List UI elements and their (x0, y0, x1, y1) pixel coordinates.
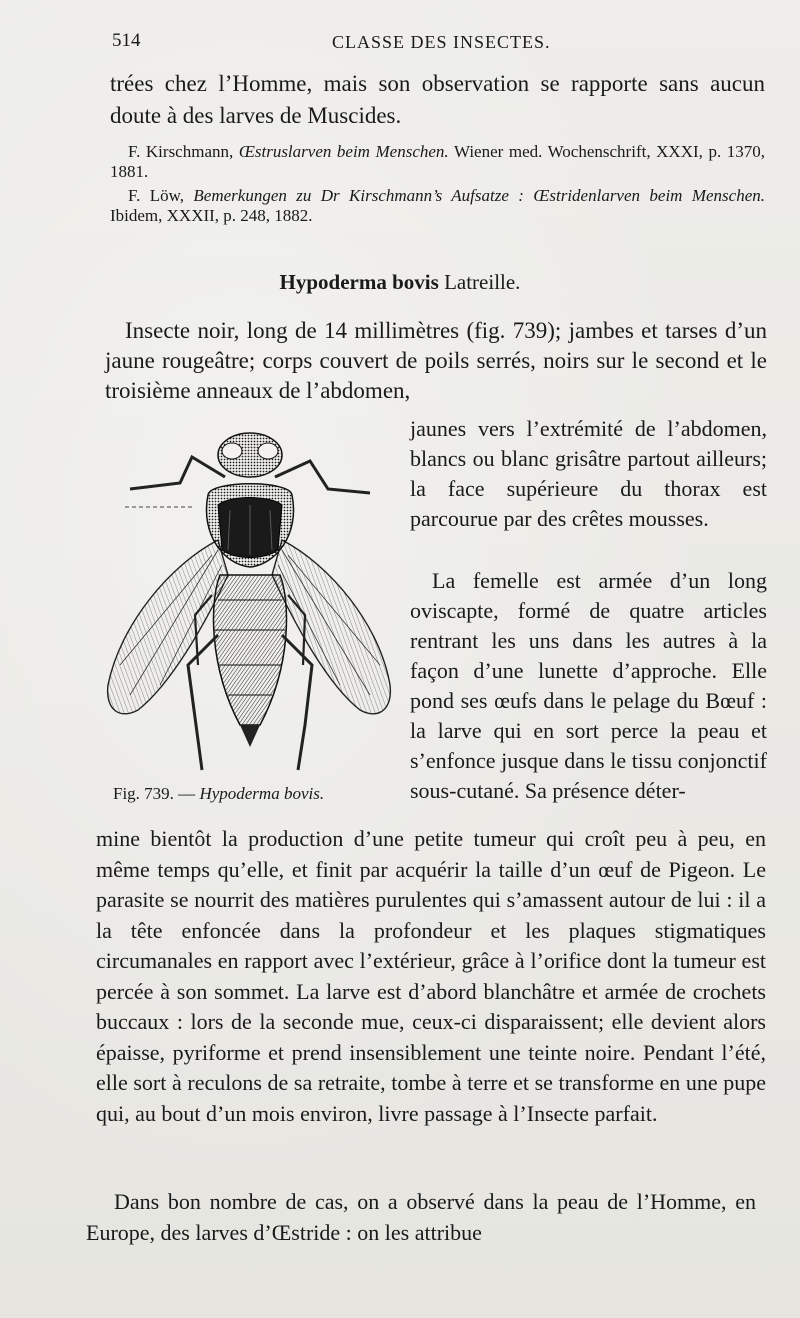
figure-caption (113, 784, 324, 804)
wrapped-text-1: jaunes vers l’extrémité de l’abdomen, blancs ou blanc grisâtre partout ailleurs; la face supérieure du thorax est parcourue par des crêtes mousses. (410, 416, 767, 531)
reference-author: F. Kirschmann, (128, 142, 234, 161)
wrapped-text-2: La femelle est armée d’un long oviscapte, formé de quatre articles rentrant les uns dans les autres à la façon d’une lunette d’approche. Elle pond ses œufs dans le pelage du Bœuf : la larve qui en sort perce la peau et s’enfonce jusque dans le tissu conjonctif sous-cutané. Sa présence déter- (410, 568, 767, 803)
fly-illustration (100, 425, 400, 780)
running-title: CLASSE DES INSECTES. (332, 32, 551, 52)
caption-label: Fig. 739. — (113, 784, 196, 803)
intro-text: Insecte noir, long de 14 millimètres (fig. 739); jambes et tarses d’un jaune rougeâtre; corps couvert de poils serrés, noirs sur le second et le troisième anneaux de l’abdomen, (105, 318, 767, 403)
paragraph-top: trées chez l’Homme, mais son observation se rapporte sans aucun doute à des larves de Muscides. (110, 71, 765, 128)
page-number: 514 (112, 30, 141, 51)
page-header (112, 30, 760, 60)
reference-kirschmann (110, 142, 765, 182)
species-author: Latreille. (444, 270, 521, 294)
reference-details: Wiener med. Wochenschrift, XXXI, p. 1370, 1881. (110, 142, 765, 181)
paragraph-intro (105, 316, 767, 406)
figure-hypoderma-bovis (100, 425, 400, 780)
reference-details: Ibidem, XXXII, p. 248, 1882. (110, 206, 313, 225)
reference-title: Œstruslarven beim Menschen. (238, 142, 449, 161)
section-heading (0, 270, 800, 295)
caption-species: Hypoderma bovis. (199, 784, 325, 803)
reference-low (110, 186, 765, 226)
species-name: Hypoderma bovis (279, 270, 439, 294)
paragraph-last: Dans bon nombre de cas, on a observé dans la peau de l’Homme, en Europe, des larves d’Œstride : on les attribue (86, 1189, 756, 1245)
reference-title: Bemerkungen zu Dr Kirschmann’s Aufsatze : Œstridenlarven beim Menschen. (193, 186, 765, 205)
paragraph-continued: mine bientôt la production d’une petite tumeur qui croît peu à peu, en même temps qu’elle, et finit par acquérir la taille d’un œuf de Pigeon. Le parasite se nourrit des matières purulentes qui s’amassent autour de lui : il a la tête enfoncée dans la profondeur et les plaques stigmatiques circumanales en rapport avec l’extérieur, grâce à l’orifice dont la tumeur est percée à son sommet. La larve est d’abord blanchâtre et armée de crochets buccaux : lors de la seconde mue, ceux-ci disparaissent; elle devient alors épaisse, pyriforme et prend insensiblement une teinte noire. Pendant l’été, elle sort à reculons de sa retraite, tombe à terre et se transforme en une pupe qui, au bout d’un mois environ, livre passage à l’Insecte parfait. (96, 826, 766, 1126)
reference-author: F. Löw, (128, 186, 185, 205)
